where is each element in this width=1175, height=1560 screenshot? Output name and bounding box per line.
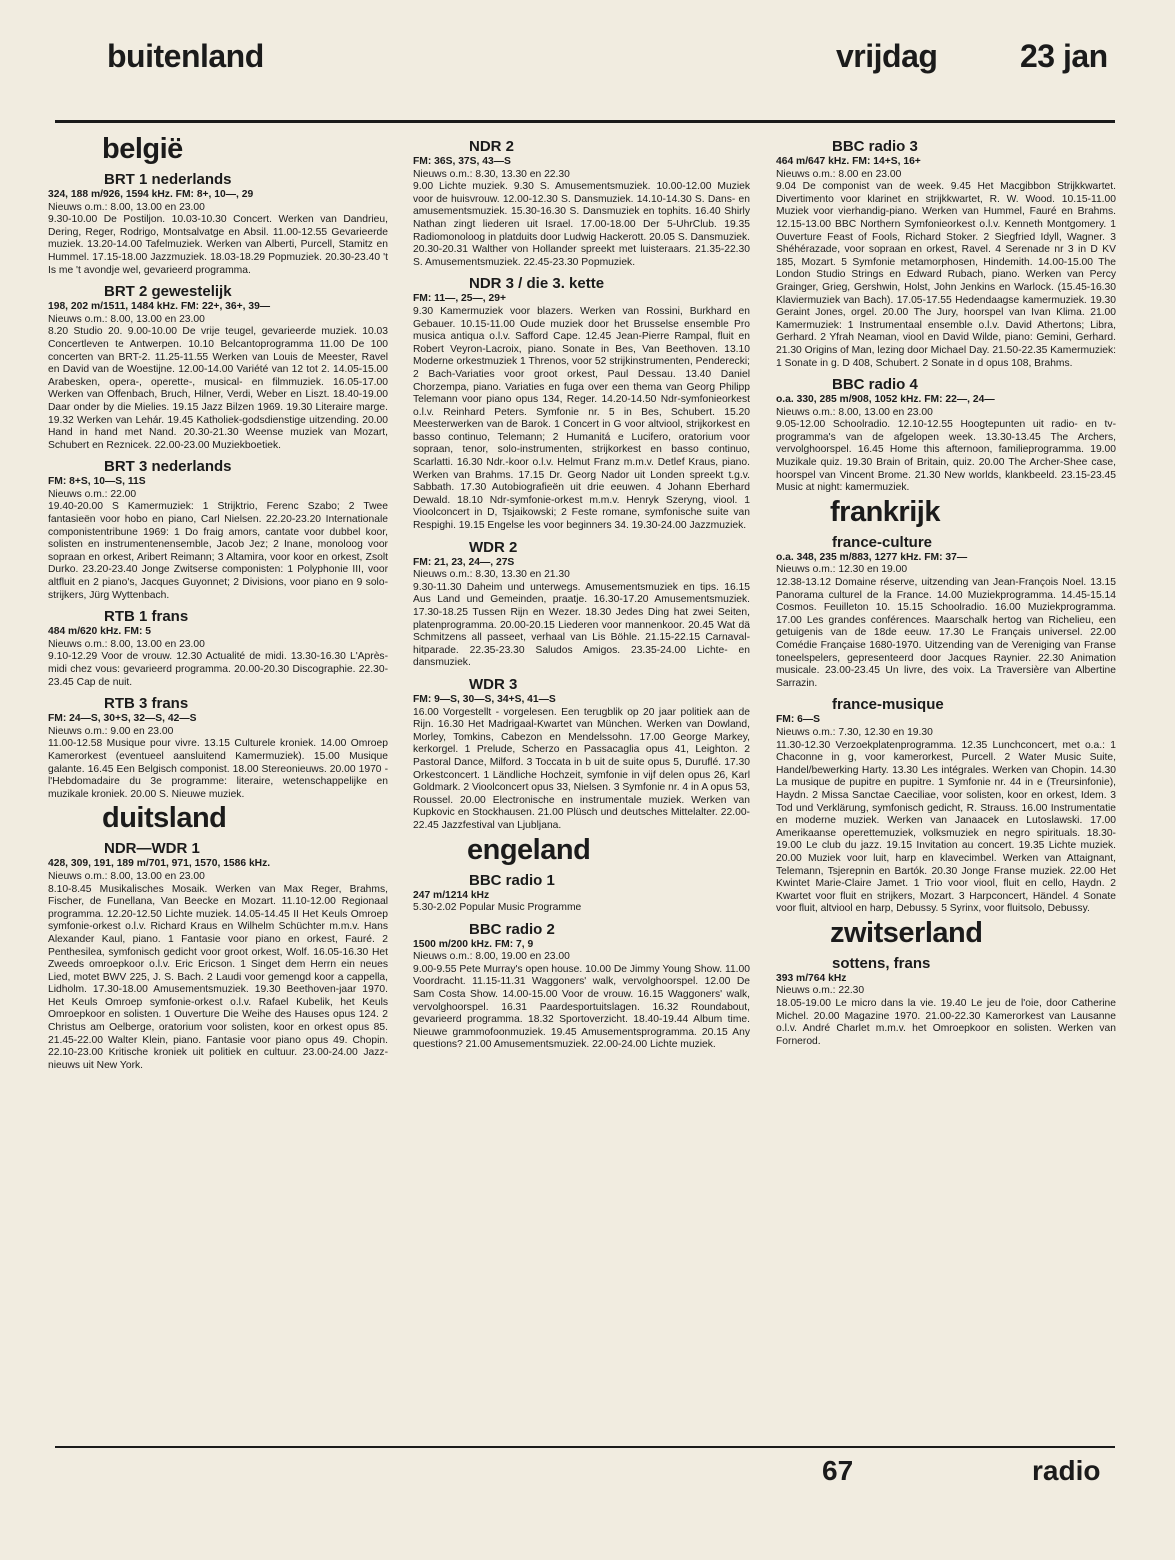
station-schedule — [48, 189, 388, 277]
column-2 — [413, 132, 750, 1438]
station-listing — [413, 835, 750, 915]
news-times: Nieuws o.m.: 7.30, 12.30 en 19.30 — [776, 726, 933, 738]
station-listing — [413, 921, 750, 1052]
frequency-info: 198, 202 m/1511, 1484 kHz. FM: 22+, 36+, 39— — [48, 301, 271, 313]
news-times: Nieuws o.m.: 8.00, 13.00 en 23.00 — [48, 313, 205, 325]
station-schedule — [776, 394, 1116, 495]
station-listing — [48, 803, 388, 1072]
station-listing — [413, 138, 750, 269]
station-listing — [413, 676, 750, 833]
programme-text: 9.04 De componist van de week. 9.45 Het Macgibbon Strijkkwartet. Divertimento voor klarinet en strijkkwartet, R. W. Wood. 10.15-11.00 Muziek voor vierhandig-piano. Werken van Hummel, Fauré en Brahms. 12.15-13.00 BBC Northern Symfonieorkest o.l.v. Kenneth Montgomery. 1 Ouverture Feast of Fools, Richard Stoker. 2 Siegfried Idyll, Wagner. 3 Shéhérazade, voor sopraan en orkest, Ravel. 4 Serenade nr 3 in D KV 185, Mozart. 5 Symfonie metamorphosen, Hindemith. 14.00-15.00 The London Studio Strings en Edward Rubach, piano. Werken van Percy Grainger, Grieg, Gershwin, Holst, John Jenkins en Warlock. (15.45-16.30 Klaviermuziek van Bach). 17.05-17.55 Hedendaagse kamermuziek. 19.30 Geraint Jones, orgel. 20.00 The Jury, hoorspel van Ivan Klima. 21.00 Kamermuziek: 1 Instrumentaal ensemble o.l.v. David Athertons; Libra, Gerhard. 2 Yfrah Neaman, viool en David Wilde, piano: Gemini, Gerhard. 21.30 Origins of Man, lezing door Michael Day. 21.50-22.35 Kamermuziek: 1 Sonate in g. D 408, Schubert. 2 Sonate in d opus 108, Brahms. — [776, 181, 1116, 369]
frequency-info: 324, 188 m/926, 1594 kHz. FM: 8+, 10—, 29 — [48, 189, 254, 200]
frequency-info: FM: 36S, 37S, 43—S — [413, 156, 511, 167]
news-times: Nieuws o.m.: 8.00, 13.00 en 23.00 — [776, 406, 933, 418]
station-listing — [413, 539, 750, 670]
frequency-info: 1500 m/200 kHz. FM: 7, 9 — [413, 938, 534, 950]
station-schedule — [776, 714, 1116, 916]
page-footer — [0, 1455, 1175, 1505]
station-listing — [48, 283, 388, 452]
country-heading: zwitserland — [830, 916, 983, 949]
footer-section-name: radio — [1032, 1455, 1101, 1486]
station-name: sottens, frans — [832, 954, 931, 972]
news-times: Nieuws o.m.: 9.00 en 23.00 — [48, 725, 174, 737]
station-listing — [776, 918, 1116, 1049]
country-heading: engeland — [467, 833, 591, 866]
programme-text: 12.38-13.12 Domaine réserve, uitzending van Jean-François Noel. 13.15 Panorama culturel de la France. 14.00 Muziekprogramma. 14.45-15.14 Cosmos. Feuilleton 10. 15.15 Schoolradio. 16.00 Muziekprogramma. 17.00 Les grandes conférences. Maarschalk hertog van Richelieu, een getuigenis van de 18de eeuw. 17.30 Le Français universel. 22.00 Comédie Française 1680-1970. Uitzending van de Vereniging van Franse toneelspelers, gepresenteerd door Jacques Raynier. 22.30 Animation musicale. 23.00-23.45 Un livre, des voix. La Traversière van Albertine Sarrazin. — [776, 577, 1116, 689]
frequency-info: o.a. 348, 235 m/883, 1277 kHz. FM: 37— — [776, 551, 968, 563]
news-times: Nieuws o.m.: 8.30, 13.30 en 21.30 — [413, 569, 570, 581]
station-schedule — [776, 973, 1116, 1049]
programme-text: 8.10-8.45 Musikalisches Mosaik. Werken van Max Reger, Brahms, Fischer, de Funellana, Van Beecke en Mozart. 11.10-12.00 Regionaal programma. 12.20-12.50 Lichte muziek. 14.05-14.45 II Het Keuls Omroep symfonie-orkest o.l.v. Richard Kraus en Wilhelm Schüchter m.m.v. Hans Alexander Kaul, piano. 1 Fantasie voor piano en orkest, Fauré. 2 Penthesilea, symfonisch gedicht voor groot orkest, Wolf. 16.05-16.30 Het Zweeds omroepkoor o.l.v. Eric Ericson. 1 Singet dem Herrn ein neues Lied, motet BWV 225, J. S. Bach. 2 Laudi voor gemengd koor a cappella, Lidholm. 17.30-18.00 Amusementsmuziek. 19.30 Beethoven-jaar 1970. Het Keuls Omroep symfonie-orkest o.l.v. Rafael Kubelik, het Keuls Omroepkoor en solisten. 1 Ouverture Die Weihe des Hauses opus 124. 2 Christus am Oelberge, oratorium voor solisten, koor en orkest opus 85. 21.45-22.00 Walter Klein, piano. Fantasie voor piano opus 49. Chopin. 22.10-23.00 Kritische kroniek uit politiek en cultuur. 23.00-24.00 Jazz-nieuws uit New York. — [48, 883, 388, 1071]
station-schedule — [413, 293, 750, 532]
country-heading: frankrijk — [830, 495, 940, 528]
section-title: buitenland — [107, 38, 264, 74]
weekday-label: vrijdag — [836, 38, 938, 74]
station-schedule — [48, 713, 388, 801]
station-schedule — [48, 626, 388, 689]
station-listing — [776, 376, 1116, 495]
frequency-info: 393 m/764 kHz — [776, 972, 847, 984]
station-name: BBC radio 4 — [832, 376, 918, 394]
station-schedule — [413, 156, 750, 269]
top-rule — [55, 120, 1115, 123]
date-label: 23 jan — [1020, 38, 1108, 74]
station-schedule — [413, 890, 750, 915]
programme-text: 11.00-12.58 Musique pour vivre. 13.15 Culturele kroniek. 14.00 Omroep Kamerorkest (eventueel aansluitend Kamermuziek). 15.00 Musique galante. 16.45 Een Belgisch componist. 18.00 Stereonieuws. 20.00 1970 - l'Hebdomadaire du 3e programme: literaire, wetenschappelijke en muzikale kroniek. 20.00 S. Nieuwe muziek. — [48, 738, 388, 800]
station-schedule — [776, 552, 1116, 691]
programme-text: 5.30-2.02 Popular Music Programme — [413, 902, 582, 914]
station-listing — [48, 695, 388, 801]
programme-text: 9.30 Kamermuziek voor blazers. Werken van Rossini, Burkhard en Gebauer. 10.15-11.00 Oude muziek door het Brusselse ensemble Pro musica antiqua o.l.v. Safford Cape. 12.45 Jean-Pierre Rampal, fluit en Robert Veyron-Lacroix, piano. Sonate in Bes, Van Beethoven. 13.10 Moderne orkestmuziek 1 Threnos, voor 52 strijkinstrumenten, Penderecki; 2 Bach-Variaties voor groot orkest, Paul Dessau. 13.40 Daniel Chorzempa, piano. Variaties en fuga over een thema van Georg Philipp Telemann voor piano opus 134, Reger. 14.20-14.50 Ndr-symfonieorkest o.l.v. Reinhard Peters. Symfonie nr. 5 in Bes, Schubert. 15.20 Meesterwerken van de Barok. 1 Concert in G voor altviool, strijkorkest en basso continuo, Telemann; 2 Humanitá e Lucifero, oratorium voor sopraan, tenor, solo-instrumenten, strijkorkest en basso continuo, Scarlatti. 16.30 Ndr.-koor o.l.v. Helmut Franz m.m.v. Detlef Kraus, piano. Werken van Brahms. 17.15 Dr. Georg Nador uit Londen spreekt t.g.v. Sabbath. 17.30 Autobiografieën uit drie eeuwen. 4 Johann Eberhard Dewald. 18.10 Ndr-symfonie-orkest m.m.v. Henryk Szeryng, viool. 1 Vioolconcert in D, Tsjaikowski; 2 Feste romane, symfonische suite van Respighi. 19.15 Engelse les voor beginners 34. 19.30-24.00 Jazzmuziek. — [413, 305, 750, 532]
station-listing — [48, 134, 388, 277]
station-name: france-musique — [832, 696, 944, 714]
page-number: 67 — [822, 1455, 854, 1486]
station-listing — [776, 696, 1116, 916]
frequency-info: FM: 11—, 25—, 29+ — [413, 293, 506, 305]
station-listing — [48, 458, 388, 602]
programme-text: 11.30-12.30 Verzoekplatenprogramma. 12.35 Lunchconcert, met o.a.: 1 Chaconne in g, voor kamerorkest, Purcell. 2 Water Music Suite, Handel/bewerking Harty. 13.30 Les intégrales. Werken van Chopin. 14.30 La musique de pupitre en pupitre. 1 Symfonie nr. 44 in e (Treursinfonie), Haydn. 2 Missa Sanctae Caeciliae, voor solisten, koor en orkest, Idem. 3 Tod und Verklärung, symfonisch gedicht, R. Strauss. 16.00 Instrumentatie en moderne muziek. Werken van Janaacek en Lutoslawski. 17.00 Amerikaanse operettemuziek, volksmuziek en negro spirituals. 18.30-19.00 Le club du jazz. 19.15 Invitation au concert. 19.35 Lichte muziek. 20.00 Muziek voor luit, harp en klavecimbel. Werken van Attaignant, Telemann, Tsjerepnin en Bartók. 20.30 Jonge Franse muziek. 22.00 Het Kwintet Marie-Claire Jamet. 1 Trio voor viool, fluit en cello, Haydn. 2 Kwartet voor fluit en strijkers, Mozart. 3 Harpconcert, Händel. 4 Sonate voor fluit, altviool en harp, Debussy. 5 Syrinx, voor fluitsolo, Debussy. — [776, 739, 1116, 915]
station-name: RTB 1 frans — [104, 608, 189, 626]
bottom-rule — [55, 1446, 1115, 1448]
news-times: Nieuws o.m.: 8.30, 13.30 en 22.30 — [413, 168, 570, 180]
station-schedule — [413, 939, 750, 1052]
frequency-info: o.a. 330, 285 m/908, 1052 kHz. FM: 22—, 24— — [776, 394, 995, 406]
news-times: Nieuws o.m.: 22.00 — [48, 488, 137, 500]
news-times: Nieuws o.m.: 8.00, 13.00 en 23.00 — [48, 201, 205, 213]
station-name: BBC radio 1 — [469, 871, 555, 889]
programme-text: 18.05-19.00 Le micro dans la vie. 19.40 Le jeu de l'oie, door Catherine Michel. 20.00 Magazine 1970. 21.00-22.30 Kamerorkest van Lausanne o.l.v. André Charlet m.m.v. het Omroepkoor en solisten. Werken van Fornerod. — [776, 998, 1116, 1047]
programme-text: 9.00 Lichte muziek. 9.30 S. Amusementsmuziek. 10.00-12.00 Muziek voor de huisvrouw. 12.00-12.30 S. Dansmuziek. 14.10-14.30 S. Dans- en amusementsmuziek. 15.30-16.30 S. Dansmuziek en tophits. 16.40 Shirly Nathan zingt liederen uit Israel. 17.00-18.00 Der 5-UhrClub. 19.35 Radiomonoloog in platduits door Ludwig Hackerott. 20.05 S. Dansmuziek. 20.30-20.31 Walther von Hollander spreekt met luisteraars. 21.35-22.30 S. Amusementsmuziek. 22.45-23.30 Popmuziek. — [413, 181, 750, 268]
station-listing — [776, 497, 1116, 691]
station-name: NDR 3 / die 3. kette — [469, 275, 605, 293]
column-1 — [48, 132, 388, 1438]
station-name: WDR 3 — [469, 675, 518, 693]
frequency-info: 247 m/1214 kHz — [413, 889, 490, 901]
frequency-info: 428, 309, 191, 189 m/701, 971, 1570, 1586 kHz. — [48, 858, 271, 870]
frequency-info: 484 m/620 kHz. FM: 5 — [48, 626, 152, 638]
page-header — [0, 38, 1175, 88]
station-name: BBC radio 2 — [469, 920, 555, 938]
station-listing — [776, 138, 1116, 370]
station-name: france-culture — [832, 533, 933, 551]
programme-text: 9.10-12.29 Voor de vrouw. 12.30 Actualité de midi. 13.30-16.30 L'Après-midi chez vous: gevarieerd programma. 20.00-20.30 Discographie. 22.30-23.45 Cap de nuit. — [48, 651, 388, 688]
column-3 — [776, 132, 1116, 1438]
frequency-info: FM: 9—S, 30—S, 34+S, 41—S — [413, 693, 556, 705]
news-times: Nieuws o.m.: 22.30 — [776, 985, 865, 997]
programme-text: 9.00-9.55 Pete Murray's open house. 10.00 De Jimmy Young Show. 11.00 Voordracht. 11.15-11.31 Waggoners' walk, vervolghoorspel. 12.00 De Sam Costa Show. 14.00-15.00 Voor de vrouw. 16.15 Waggoners' walk, vervolghoorspel. 16.31 Paardesportuitslagen. 16.32 Roundabout, gevarieerd programma. 18.32 Sportoverzicht. 18.40-19.44 Album time. Nieuwe grammofoonmuziek. 19.45 Amusementsprogramma. 20.15 Any questions? 21.00 Amusementsmuziek. 22.00-24.00 Lichte muziek. — [413, 963, 750, 1051]
news-times: Nieuws o.m.: 12.30 en 19.00 — [776, 564, 908, 576]
country-heading: belgië — [102, 133, 183, 165]
news-times: Nieuws o.m.: 8.00 en 23.00 — [776, 168, 902, 180]
frequency-info: FM: 6—S — [776, 714, 821, 726]
station-name: BBC radio 3 — [832, 138, 918, 155]
news-times: Nieuws o.m.: 8.00, 13.00 en 23.00 — [48, 870, 205, 882]
frequency-info: FM: 21, 23, 24—, 27S — [413, 556, 515, 568]
station-schedule — [48, 301, 388, 452]
station-listing — [413, 275, 750, 532]
programme-text: 9.30-11.30 Daheim und unterwegs. Amusementsmuziek en tips. 16.15 Aus Land und Gemeinden, praatje. 16.30-17.20 Amusementsmuziek. 17.30-18.25 Tussen Rijn en Wezer. 18.30 Jedes Ding hat zwei Seiten, platenprogramma. 20.00-20.15 Liederen voor mannenkoor. 20.45 Wat dä Schmitzens all passeet, verhaal van Lis Böhle. 21.15-22.15 Carnaval-hitparade. 22.35-23.30 Saludos Amigos. 23.35-24.00 Lichte- en dansmuziek. — [413, 581, 750, 669]
frequency-info: FM: 24—S, 30+S, 32—S, 42—S — [48, 713, 197, 725]
station-schedule — [413, 694, 750, 833]
station-name: BRT 2 gewestelijk — [104, 283, 232, 301]
programme-text: 9.05-12.00 Schoolradio. 12.10-12.55 Hoogtepunten uit radio- en tv-programma's van de afgelopen week. 13.30-13.45 The Archers, vervolghoorspel. 16.45 Home this afternoon, familieprogramma. 19.00 Muzikale quiz. 19.30 Brain of Britain, quiz. 20.00 The Archer-Shee case, hoorspel van Vincent Brome. 21.30 New worlds, klankbeeld. 23.15-23.45 Music at night: kamermuziek. — [776, 419, 1116, 494]
station-name: BRT 3 nederlands — [104, 458, 232, 476]
station-schedule — [48, 476, 388, 602]
station-schedule — [413, 557, 750, 670]
station-listing — [48, 608, 388, 689]
frequency-info: 464 m/647 kHz. FM: 14+S, 16+ — [776, 156, 921, 167]
programme-text: 8.20 Studio 20. 9.00-10.00 De vrije teugel, gevarieerde muziek. 10.03 Concertleven te Antwerpen. 10.10 Belcantoprogramma 11.00 De 100 concerten van BRT-2. 11.25-11.55 Werken van Louis de Meester, Ravel en David van de Woestijne. 12.00-14.00 Variété van 12 tot 2. 14.05-15.00 Arabesken, opera-, operette-, musical- en filmmuziek. 16.05-17.00 Werken van Offenbach, Bruch, Hilner, Verdi, Weber en Liszt. 18.40-19.00 Daar onder by die Mielies. 19.15 Jazz Bilzen 1969. 19.30 Literaire marge. 19.32 Werken van Lehár. 19.45 Katholiek-godsdienstige uitzending. 20.00 Hand in hand met Nand. 20.30-21.30 Weense muziek van Mozart, Schubert en Reznicek. 22.00-23.00 Muziekboetiek. — [48, 326, 388, 451]
station-name: BRT 1 nederlands — [104, 171, 232, 188]
station-name: WDR 2 — [469, 538, 518, 556]
programme-text: 9.30-10.00 De Postiljon. 10.03-10.30 Concert. Werken van Dandrieu, Dering, Reger, Rodrigo, Montsalvatge en Absil. 11.00-12.55 Gevarieerde muziek. 13.20-14.00 Tafelmuziek. Werken van Alberti, Purcell, Stamitz en Hummel. 17.15-18.00 Jazzmuziek. 18.03-18.29 Popmuziek. 20.30-23.40 't Is me 't avondje wel, gevarieerd programma. — [48, 214, 388, 276]
news-times: Nieuws o.m.: 8.00, 19.00 en 23.00 — [413, 951, 570, 963]
station-schedule — [776, 156, 1116, 370]
programme-text: 16.00 Vorgestellt - vorgelesen. Een terugblik op 20 jaar politiek aan de Rijn. 16.30 Het Madrigaal-Kwartet van München. Werken van Dowland, Morley, Tomkins, Cabezon en Mendelssohn. 17.00 George Markey, kerkorgel. 1 Prelude, Scherzo en Passacaglia opus 41, Leighton. 2 Pastoral Dance, Milford. 3 Toccata in b uit de suite opus 5, Duruflé. 17.30 Orkestconcert. 1 Ländliche Hochzeit, symfonie in vijf delen opus 26, Karl Goldmark. 2 Vioolconcert opus 33, Nielsen. 3 Symfonie nr. 4 in A opus 53, Roussel. 20.00 Electronische en instrumentale muziek. Werken van Kupkovic en Stockhausen. 21.00 Plüsch und deutsches Mittelalter. 22.00-22.45 Jazzfestival van Ljubljana. — [413, 706, 750, 831]
news-times: Nieuws o.m.: 8.00, 13.00 en 23.00 — [48, 638, 205, 650]
station-name: RTB 3 frans — [104, 695, 189, 713]
station-name: NDR 2 — [469, 138, 515, 155]
station-name: NDR—WDR 1 — [104, 840, 200, 858]
frequency-info: FM: 8+S, 10—S, 11S — [48, 476, 146, 488]
station-schedule — [48, 858, 388, 1072]
programme-text: 19.40-20.00 S Kamermuziek: 1 Strijktrio, Ferenc Szabo; 2 Twee fantasieën voor hobo en piano, Carl Nielsen. 22.20-23.20 Internationale componistentribune 1969: 1 Do fraig amors, cantate voor dubbel koor, solisten en instrumentenensemble, Jacob Jez; 2 Inane, monoloog voor sopraan en orkest, Aribert Reimann; 3 Altamira, voor koor en orkest, Zsolt Durko. 23.20-23.40 Jonge Zwitserse componisten: 1 Polyphonie III, voor altfluit en 2 piano's, Jacques Guyonnet; 2 Divisions, voor piano en 9 solo-strijkers, Jürg Wyttenbach. — [48, 501, 388, 601]
country-heading: duitsland — [102, 802, 227, 835]
